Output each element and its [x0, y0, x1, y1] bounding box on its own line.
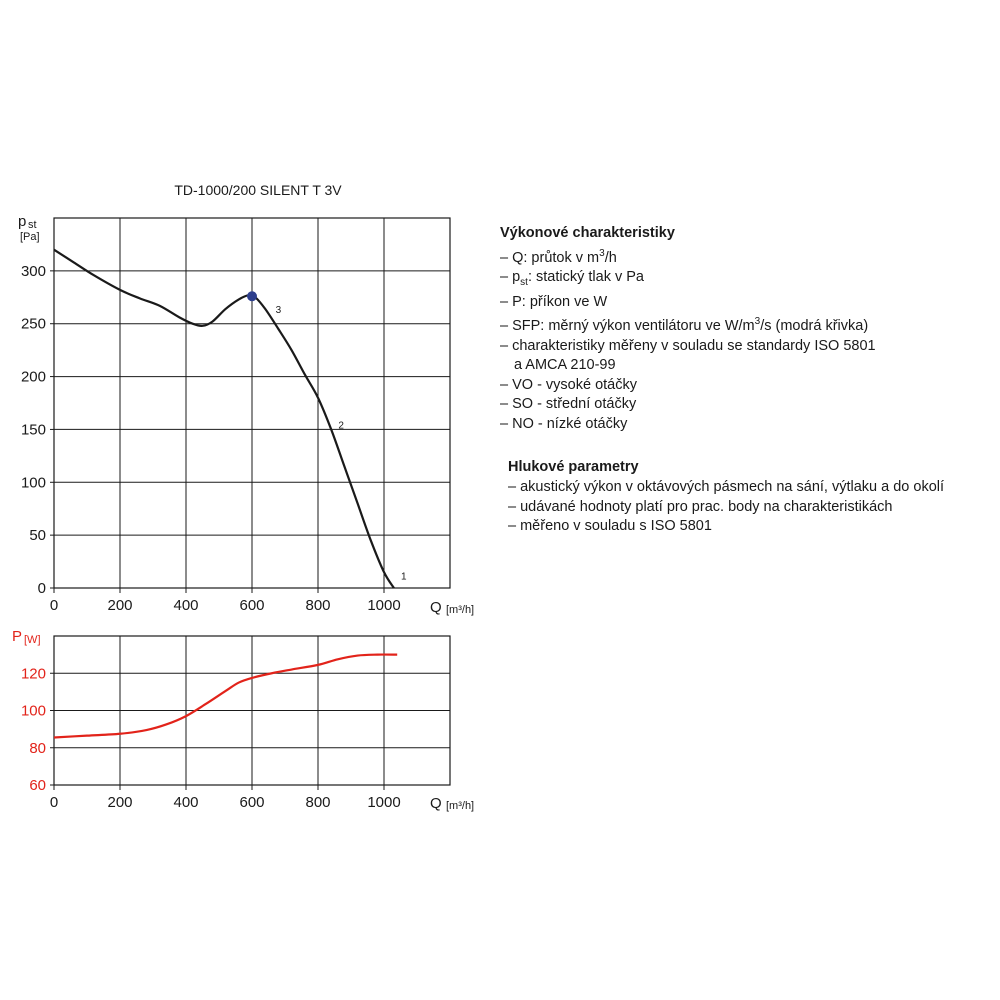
legend-item	[500, 337, 1000, 357]
legend-item	[508, 498, 1000, 518]
power-series-line	[54, 655, 397, 738]
pressure-yunit: [Pa]	[20, 231, 40, 243]
legend-panel	[500, 224, 1000, 537]
legend-item-superscript: 3	[599, 247, 605, 259]
legend-item	[500, 376, 1000, 396]
pressure-xtick-label: 0	[49, 597, 59, 614]
pressure-ylabel-main: p	[18, 213, 27, 230]
power-xtick-label: 600	[239, 794, 265, 811]
legend-heading-performance: Výkonové charakteristiky	[500, 225, 675, 241]
pressure-point-label: 2	[338, 420, 344, 432]
power-chart	[21, 636, 450, 811]
pressure-ytick-label: 100	[20, 474, 46, 492]
legend-item-text: a AMCA 210-99	[514, 357, 616, 374]
pressure-ylabel	[18, 213, 40, 243]
power-xlabel	[430, 795, 474, 812]
legend-item-superscript: 3	[754, 316, 761, 328]
legend-item-suffix: /s (modrá křivka)	[760, 317, 869, 334]
pressure-xunit: [m³/h]	[446, 604, 475, 616]
legend-item-subscript: st	[520, 276, 528, 288]
pressure-chart	[21, 218, 450, 614]
power-ytick-label: 120	[20, 665, 46, 683]
power-ylabel-main: P	[12, 628, 23, 645]
power-xlabel-main: Q	[430, 795, 442, 812]
power-ylabel	[12, 628, 41, 646]
power-xtick-label: 400	[173, 794, 199, 811]
power-xunit: [m³/h]	[446, 800, 475, 812]
pressure-ytick-label: 250	[20, 315, 46, 333]
pressure-ytick-label: 150	[20, 421, 46, 439]
pressure-series-line	[54, 250, 394, 588]
legend-item-text: – Q: průtok v m	[500, 249, 600, 266]
legend-item-text: – udávané hodnoty platí pro prac. body na charakteristikách	[508, 498, 893, 515]
power-ytick-label: 60	[29, 777, 46, 794]
pressure-ylabel-sub: st	[28, 219, 37, 231]
legend-item	[500, 244, 1000, 268]
pressure-xtick-label: 200	[107, 597, 133, 614]
legend-item	[500, 312, 1000, 336]
pressure-xtick-label: 800	[305, 597, 331, 614]
power-xtick-label: 1000	[367, 794, 401, 811]
pressure-xlabel	[430, 599, 474, 616]
pressure-ytick-label: 300	[20, 262, 46, 280]
pressure-xtick-label: 1000	[367, 597, 401, 614]
power-ylabel-sub: [W]	[24, 634, 41, 646]
legend-item-text: – měřeno v souladu s ISO 5801	[508, 518, 712, 535]
legend-performance-list	[500, 244, 1000, 435]
pressure-point-label: 1	[401, 571, 407, 583]
legend-item-text: – charakteristiky měřeny v souladu se standardy ISO 5801	[500, 337, 876, 354]
legend-item-text: – VO - vysoké otáčky	[500, 376, 637, 393]
pressure-xlabel-main: Q	[430, 599, 442, 616]
chart-title: TD-1000/200 SILENT T 3V	[174, 182, 342, 198]
legend-item	[508, 517, 1000, 537]
legend-item	[500, 293, 1000, 313]
legend-noise-list	[508, 478, 1000, 537]
legend-item	[500, 268, 1000, 292]
pressure-ytick-label: 0	[37, 580, 46, 597]
pressure-xtick-label: 400	[173, 597, 199, 614]
pressure-point-label: 3	[275, 305, 282, 317]
power-xtick-label: 0	[49, 794, 59, 811]
legend-item	[508, 478, 1000, 498]
power-grid	[54, 636, 450, 785]
legend-heading-noise: Hlukové parametry	[508, 459, 639, 476]
legend-item-text: – p	[500, 269, 521, 286]
legend-item	[500, 415, 1000, 435]
legend-item	[500, 395, 1000, 415]
power-xtick-label: 200	[107, 794, 133, 811]
power-ytick-label: 100	[20, 702, 46, 720]
pressure-xtick-label: 600	[239, 597, 265, 614]
pressure-ytick-label: 200	[20, 368, 46, 386]
legend-item-text: – SFP: měrný výkon ventilátoru ve W/m	[500, 317, 755, 334]
pressure-ytick-label: 50	[29, 527, 46, 545]
pressure-grid	[54, 218, 450, 588]
power-ytick-label: 80	[29, 739, 46, 757]
legend-item-text: – SO - střední otáčky	[500, 396, 637, 413]
legend-item-text: – P: příkon ve W	[500, 293, 608, 310]
legend-item-suffix: : statický tlak v Pa	[527, 269, 644, 286]
pressure-operating-point-marker	[247, 291, 257, 301]
legend-item-suffix: /h	[604, 249, 617, 266]
legend-noise-section	[500, 458, 1000, 536]
legend-item	[500, 356, 1000, 376]
power-xtick-label: 800	[305, 794, 331, 811]
legend-item-text: – NO - nízké otáčky	[500, 415, 628, 432]
legend-item-text: – akustický výkon v oktávových pásmech na sání, výtlaku a do okolí	[508, 479, 945, 496]
